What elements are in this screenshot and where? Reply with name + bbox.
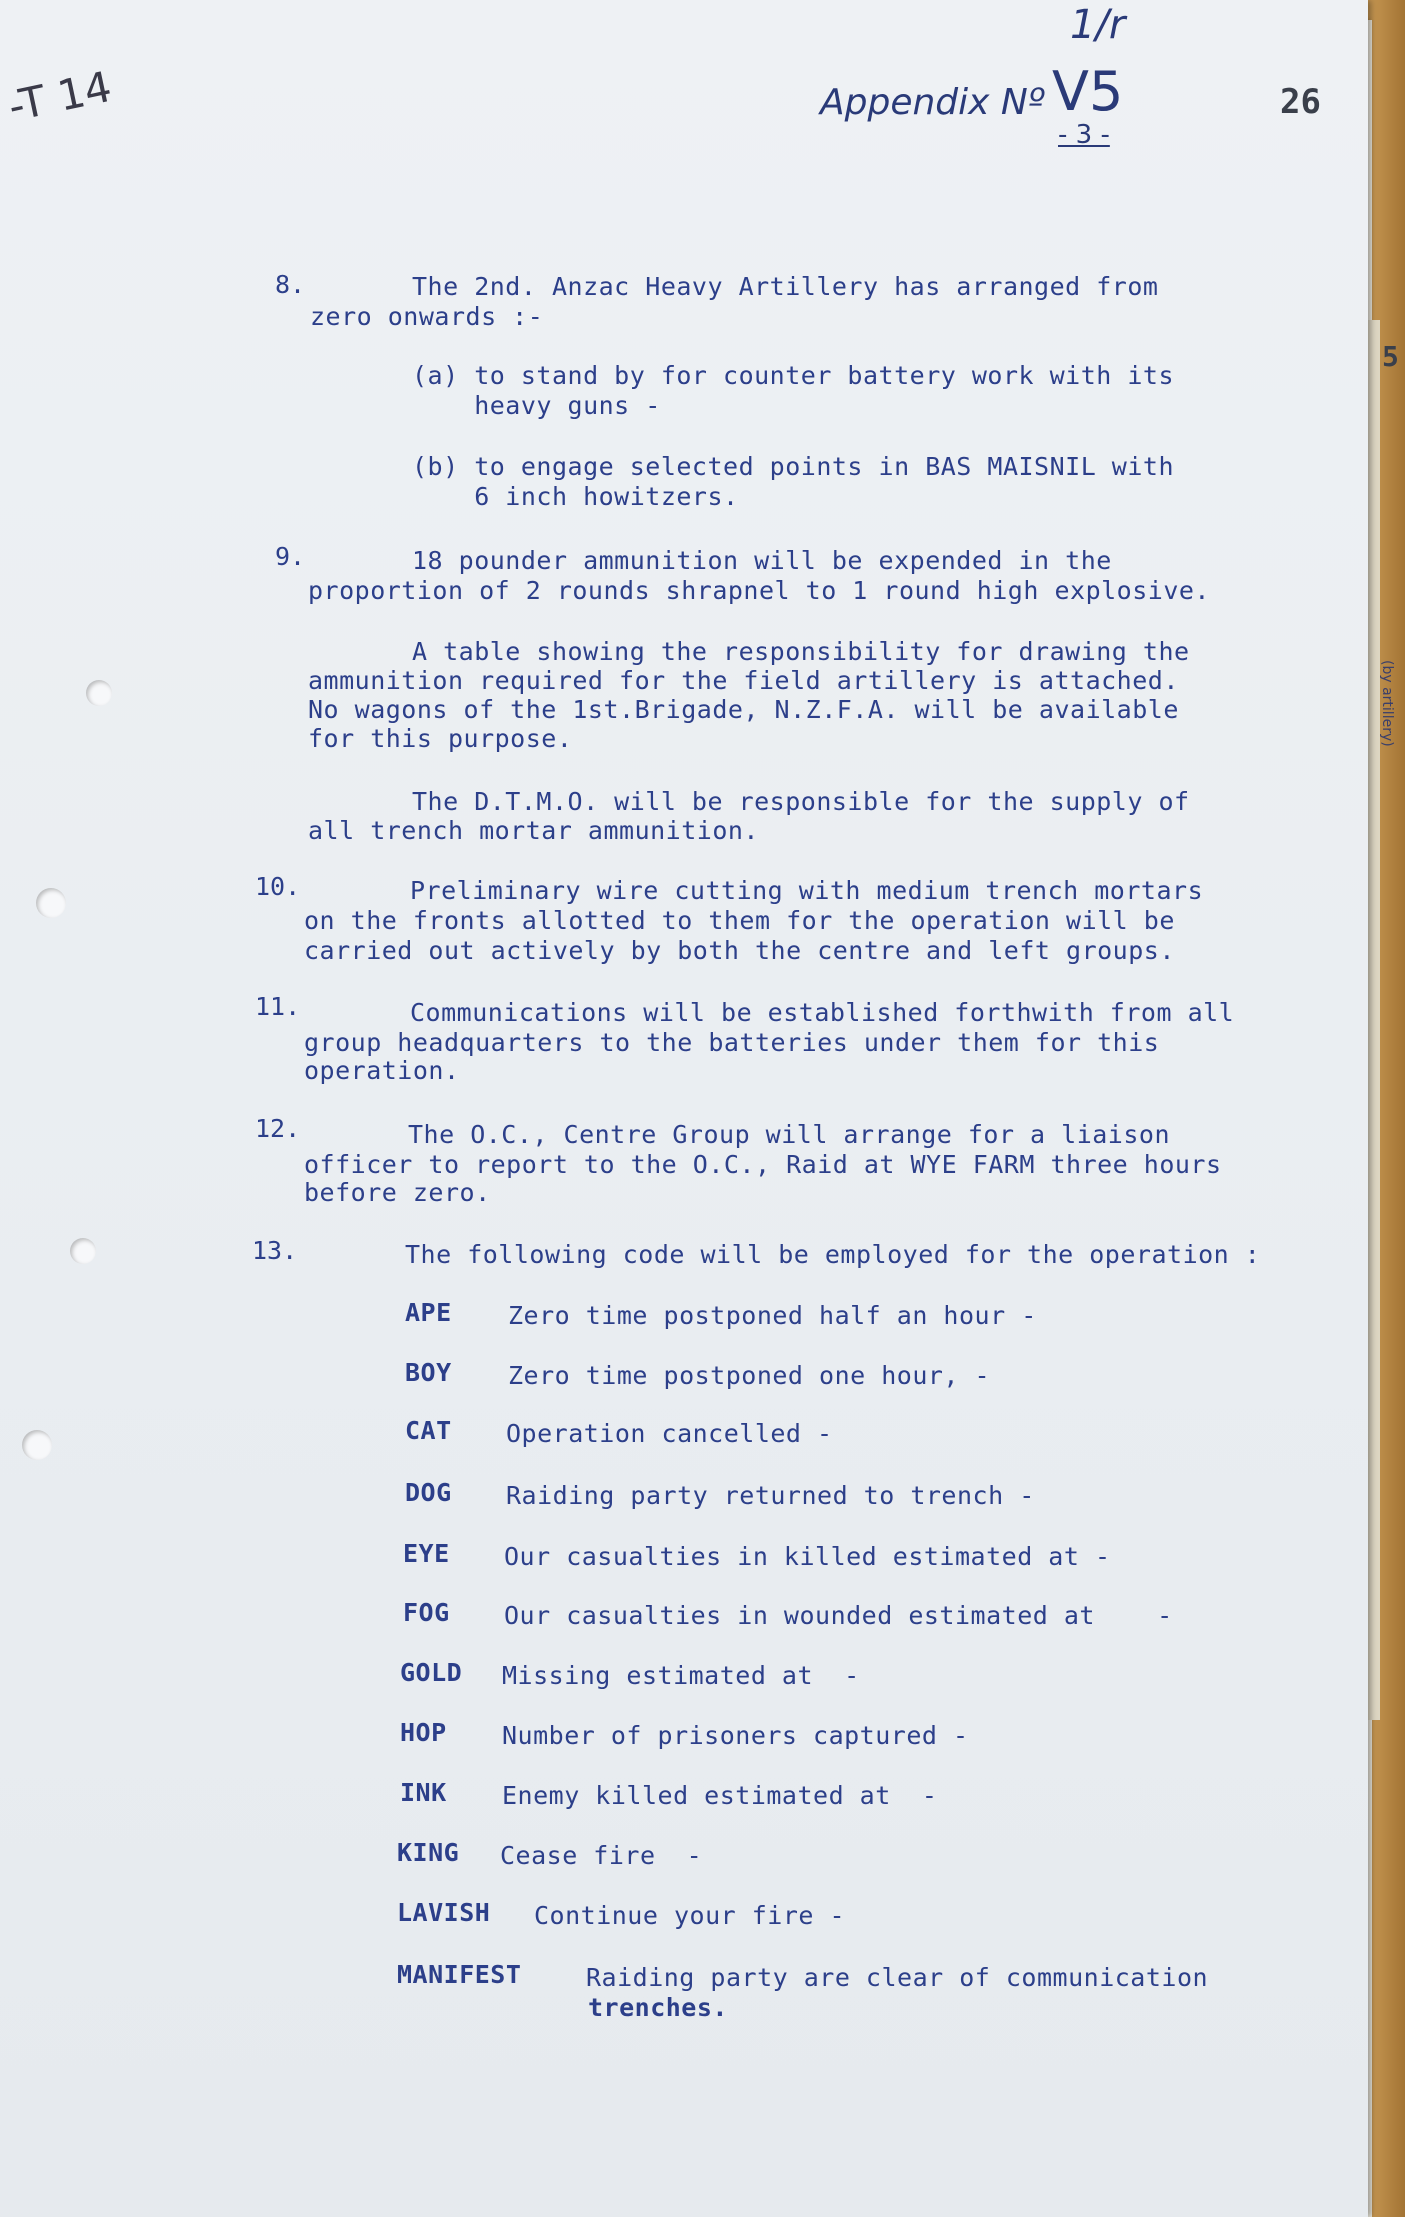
underlying-sheet-mark: 5: [1382, 340, 1399, 373]
paragraph-line: proportion of 2 rounds shrapnel to 1 round high explosive.: [308, 576, 1210, 605]
punch-hole: [36, 888, 66, 918]
punch-hole: [86, 680, 112, 706]
code-meaning: Missing estimated at -: [502, 1661, 860, 1690]
paragraph-line: operation.: [304, 1056, 460, 1085]
page-number: - 3 -: [1058, 120, 1110, 150]
paragraph-line: The 2nd. Anzac Heavy Artillery has arranged from: [412, 272, 1159, 301]
code-word: EYE: [403, 1539, 450, 1568]
code-word: HOP: [400, 1718, 447, 1747]
paragraph-number: 9.: [275, 542, 306, 571]
appendix-number: V5: [1052, 60, 1124, 123]
paragraph-line: group headquarters to the batteries under them for this: [304, 1028, 1160, 1057]
code-meaning: Zero time postponed half an hour -: [508, 1301, 1037, 1330]
paragraph-number: 12.: [255, 1114, 301, 1143]
code-word: INK: [400, 1778, 447, 1807]
paragraph-line: The following code will be employed for the operation :: [405, 1240, 1261, 1269]
code-meaning: Our casualties in wounded estimated at -: [504, 1601, 1173, 1630]
paragraph-line: A table showing the responsibility for drawing the: [412, 637, 1190, 666]
paragraph-line: (a) to stand by for counter battery work with its: [412, 361, 1175, 390]
file-reference: -T 14: [4, 61, 116, 132]
paragraph-line: The O.C., Centre Group will arrange for a liaison: [408, 1120, 1171, 1149]
punch-hole: [22, 1430, 52, 1460]
paragraph-line: zero onwards :-: [310, 302, 544, 331]
paragraph-line: 18 pounder ammunition will be expended in the: [412, 546, 1112, 575]
margin-note: (by artillery): [1379, 660, 1395, 747]
code-meaning: Cease fire -: [500, 1841, 703, 1870]
paragraph-line: for this purpose.: [308, 724, 573, 753]
code-meaning: Enemy killed estimated at -: [502, 1781, 938, 1810]
paragraph-line: ammunition required for the field artillery is attached.: [308, 666, 1179, 695]
code-word: LAVISH: [397, 1898, 491, 1927]
code-meaning: Number of prisoners captured -: [502, 1721, 969, 1750]
code-word: KING: [397, 1838, 460, 1867]
paragraph-line: No wagons of the 1st.Brigade, N.Z.F.A. will be available: [308, 695, 1179, 724]
code-meaning: Continue your fire -: [534, 1901, 846, 1930]
appendix-label: Appendix Nº: [820, 82, 1045, 123]
code-word: FOG: [403, 1598, 450, 1627]
paragraph-line: on the fronts allotted to them for the operation will be: [304, 906, 1175, 935]
code-meaning: Raiding party returned to trench -: [506, 1481, 1035, 1510]
paragraph-line: heavy guns -: [412, 391, 661, 420]
code-word: CAT: [405, 1416, 452, 1445]
code-meaning-continued: trenches.: [588, 1993, 728, 2022]
paragraph-line: carried out actively by both the centre and left groups.: [304, 936, 1175, 965]
punch-hole: [70, 1238, 96, 1264]
code-meaning: Zero time postponed one hour, -: [508, 1361, 991, 1390]
code-meaning: Our casualties in killed estimated at -: [504, 1542, 1111, 1571]
code-word: GOLD: [400, 1658, 463, 1687]
folio-number: 26: [1280, 82, 1321, 122]
code-meaning: Operation cancelled -: [506, 1419, 833, 1448]
paragraph-line: (b) to engage selected points in BAS MAISNIL with: [412, 452, 1175, 481]
paragraph-line: officer to report to the O.C., Raid at WYE FARM three hours: [304, 1150, 1222, 1179]
paragraph-number: 10.: [255, 872, 301, 901]
paragraph-number: 11.: [255, 992, 301, 1021]
appendix-superscript: 1/r: [1070, 2, 1126, 48]
paragraph-line: The D.T.M.O. will be responsible for the supply of: [412, 787, 1190, 816]
paragraph-line: 6 inch howitzers.: [412, 482, 739, 511]
paragraph-line: all trench mortar ammunition.: [308, 816, 759, 845]
paragraph-line: before zero.: [304, 1178, 491, 1207]
paragraph-line: Communications will be established forthwith from all: [410, 998, 1235, 1027]
paragraph-number: 13.: [252, 1236, 298, 1265]
code-word: DOG: [405, 1478, 452, 1507]
code-word: BOY: [405, 1358, 452, 1387]
paragraph-number: 8.: [275, 270, 306, 299]
paragraph-line: Preliminary wire cutting with medium trench mortars: [410, 876, 1204, 905]
code-word: MANIFEST: [397, 1960, 522, 1989]
code-word: APE: [405, 1298, 452, 1327]
code-meaning: Raiding party are clear of communication: [586, 1963, 1209, 1992]
